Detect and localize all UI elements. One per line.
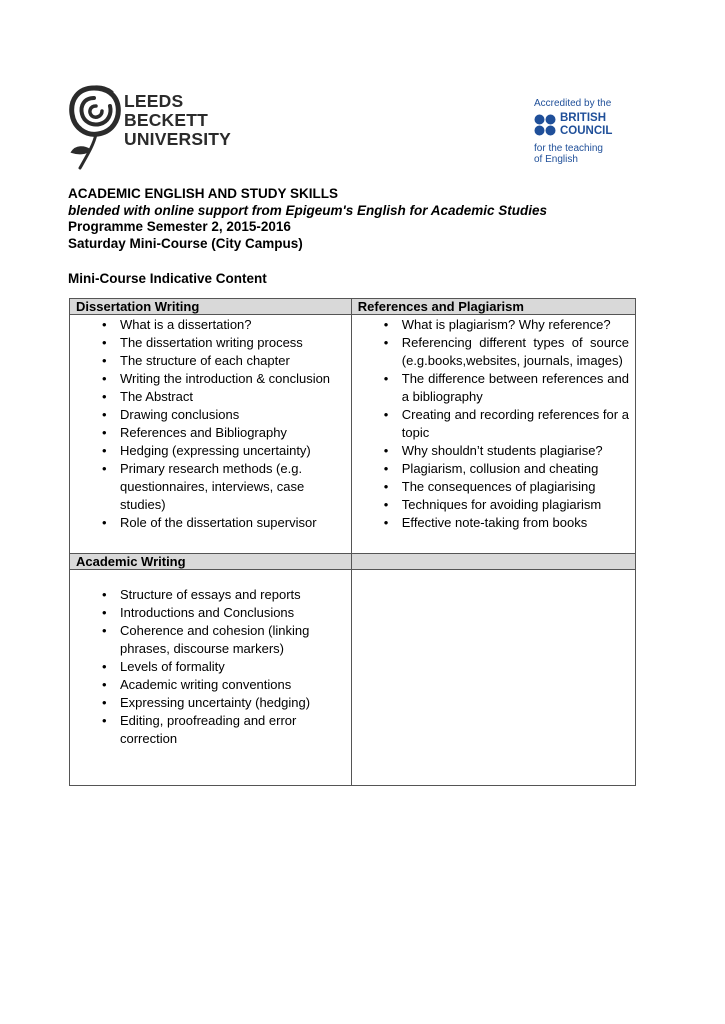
accreditation-purpose-line-2: of English (534, 153, 578, 165)
list-item: • References and Bibliography (70, 424, 351, 442)
list-item: • The difference between references and a bibliography (352, 370, 635, 406)
academic-writing-list (70, 586, 351, 748)
document-heading (68, 186, 547, 252)
list-item: • Creating and recording references for a topic (352, 406, 635, 442)
list-item: • Role of the dissertation supervisor (70, 514, 351, 532)
list-item: • Plagiarism, collusion and cheating (352, 460, 635, 478)
list-item: • Referencing different types of source (e.g.books,websites, journals, images) (352, 334, 635, 370)
list-item: • Coherence and cohesion (linking phrases, discourse markers) (70, 622, 351, 658)
header-empty (351, 554, 635, 570)
empty-cell (351, 570, 635, 786)
list-item: • Levels of formality (70, 658, 351, 676)
british-council-dots-icon (534, 114, 556, 136)
content-table (69, 298, 636, 786)
list-item: • Academic writing conventions (70, 676, 351, 694)
list-item: • What is a dissertation? (70, 316, 351, 334)
rose-icon (66, 82, 124, 172)
list-item: • Hedging (expressing uncertainty) (70, 442, 351, 460)
header-academic-writing: Academic Writing (70, 554, 352, 570)
university-line-2: BECKETT (124, 110, 209, 130)
accredited-by-text: Accredited by the (534, 98, 612, 109)
british-council-line-1: BRITISH (560, 112, 606, 124)
university-line-3: UNIVERSITY (124, 129, 232, 149)
references-plagiarism-cell (351, 315, 635, 554)
list-item: • The consequences of plagiarising (352, 478, 635, 496)
university-line-1: LEEDS (124, 91, 184, 111)
table-header-row (70, 299, 636, 315)
list-item: • The Abstract (70, 388, 351, 406)
university-wordmark (124, 92, 231, 149)
table-row (70, 315, 636, 554)
document-subtitle: blended with online support from Epigeum's English for Academic Studies (68, 202, 548, 218)
list-item: • What is plagiarism? Why reference? (352, 316, 635, 334)
list-item: • Why shouldn’t students plagiarise? (352, 442, 635, 460)
header-dissertation-writing: Dissertation Writing (70, 299, 352, 315)
section-title: Mini-Course Indicative Content (68, 271, 267, 286)
list-item: • Editing, proofreading and error correction (70, 712, 351, 748)
list-item: • Effective note-taking from books (352, 514, 635, 532)
list-item: • Expressing uncertainty (hedging) (70, 694, 351, 712)
table-header-row (70, 554, 636, 570)
list-item: • Drawing conclusions (70, 406, 351, 424)
accreditation-purpose (534, 144, 603, 165)
list-item: • The dissertation writing process (70, 334, 351, 352)
document-title: ACADEMIC ENGLISH AND STUDY SKILLS (68, 186, 339, 201)
list-item: • The structure of each chapter (70, 352, 351, 370)
list-item: • Structure of essays and reports (70, 586, 351, 604)
references-plagiarism-list (352, 316, 635, 532)
accreditation-logo (532, 98, 632, 170)
list-item: • Introductions and Conclusions (70, 604, 351, 622)
british-council-line-2: COUNCIL (560, 124, 613, 137)
dissertation-writing-list (70, 316, 351, 532)
dissertation-writing-cell (70, 315, 352, 554)
table-row (70, 570, 636, 786)
british-council-name (560, 112, 612, 137)
list-item: • Primary research methods (e.g. questionnaires, interviews, case studies) (70, 460, 351, 514)
programme-line: Programme Semester 2, 2015-2016 (68, 219, 291, 234)
header-references-plagiarism: References and Plagiarism (351, 299, 635, 315)
list-item: • Techniques for avoiding plagiarism (352, 496, 635, 514)
academic-writing-cell (70, 570, 352, 786)
accreditation-purpose-line-1: for the teaching (534, 143, 603, 154)
list-item: • Writing the introduction & conclusion (70, 370, 351, 388)
course-line: Saturday Mini-Course (City Campus) (68, 235, 303, 251)
university-logo (66, 82, 236, 172)
